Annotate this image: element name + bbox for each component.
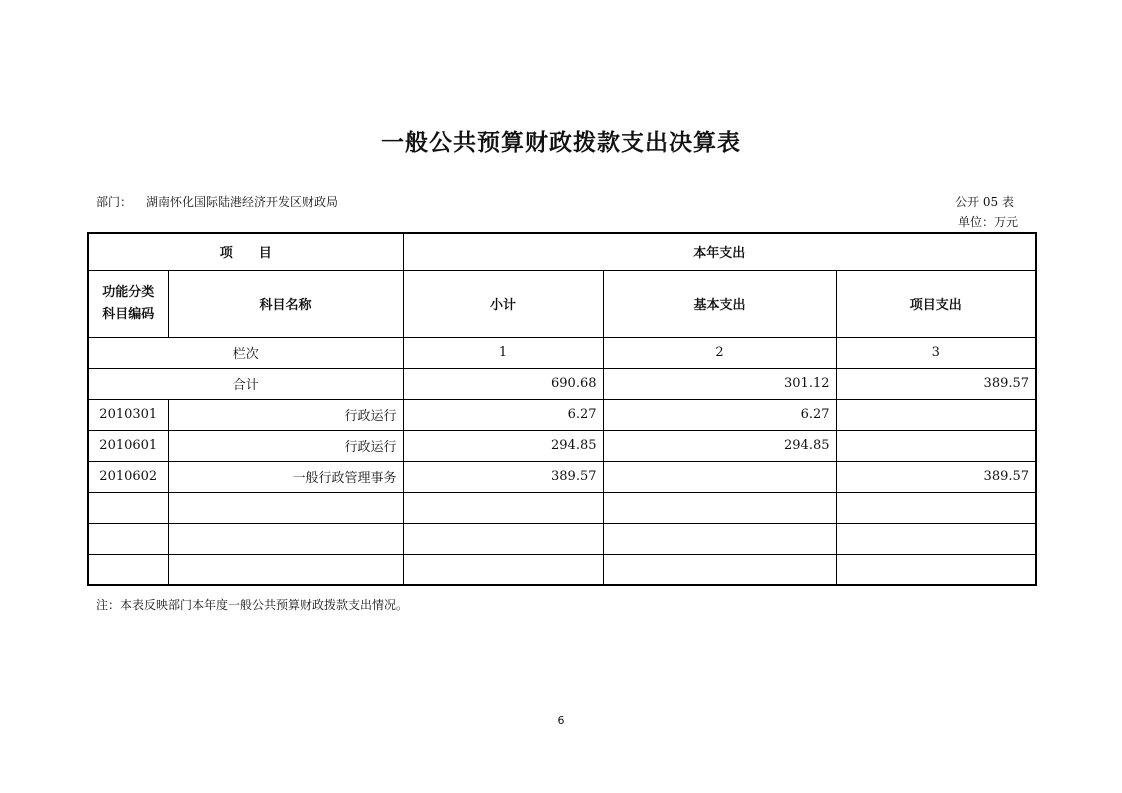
row-project: 389.57 (836, 461, 1036, 492)
row-name: 行政运行 (168, 399, 403, 430)
table-row (88, 461, 1036, 492)
footnote: 注：本表反映部门本年度一般公共预算财政拨款支出情况。 (96, 598, 409, 612)
empty-cell (403, 492, 603, 523)
row-name: 一般行政管理事务 (168, 461, 403, 492)
department-line (96, 193, 338, 210)
row-code: 2010301 (88, 399, 168, 430)
table-row (88, 399, 1036, 430)
empty-cell (403, 523, 603, 554)
empty-row (88, 554, 1036, 585)
department-name: 湖南怀化国际陆港经济开发区财政局 (146, 195, 339, 209)
total-basic: 301.12 (603, 368, 836, 399)
table-row (88, 430, 1036, 461)
column-number-3: 3 (836, 337, 1036, 368)
row-subtotal: 6.27 (403, 399, 603, 430)
header-name: 科目名称 (168, 270, 403, 337)
row-project (836, 399, 1036, 430)
header-current-year: 本年支出 (403, 233, 1036, 270)
row-basic (603, 461, 836, 492)
column-number-2: 2 (603, 337, 836, 368)
total-label: 合计 (88, 368, 403, 399)
empty-row (88, 523, 1036, 554)
header-basic: 基本支出 (603, 270, 836, 337)
total-row (88, 368, 1036, 399)
column-number-1: 1 (403, 337, 603, 368)
empty-cell (168, 523, 403, 554)
row-code: 2010601 (88, 430, 168, 461)
expenditure-table (87, 232, 1037, 586)
total-subtotal: 690.68 (403, 368, 603, 399)
empty-cell (168, 492, 403, 523)
header-subtotal: 小计 (403, 270, 603, 337)
empty-cell (603, 554, 836, 585)
header-project: 项目支出 (836, 270, 1036, 337)
table-number: 公开 05 表 (955, 195, 1014, 209)
header-row-1 (88, 233, 1036, 270)
row-basic: 6.27 (603, 399, 836, 430)
empty-cell (603, 492, 836, 523)
header-code: 功能分类 科目编码 (88, 270, 168, 337)
row-subtotal: 389.57 (403, 461, 603, 492)
empty-cell (88, 554, 168, 585)
column-row-label: 栏次 (88, 337, 403, 368)
empty-cell (168, 554, 403, 585)
empty-row (88, 492, 1036, 523)
row-basic: 294.85 (603, 430, 836, 461)
empty-cell (836, 492, 1036, 523)
row-code: 2010602 (88, 461, 168, 492)
row-name: 行政运行 (168, 430, 403, 461)
header-item: 项 目 (88, 233, 403, 270)
row-subtotal: 294.85 (403, 430, 603, 461)
unit-label: 单位：万元 (957, 215, 1018, 229)
page-number: 6 (557, 714, 565, 727)
empty-cell (88, 492, 168, 523)
column-number-row (88, 337, 1036, 368)
empty-cell (836, 523, 1036, 554)
department-label: 部门： (96, 195, 133, 209)
empty-cell (603, 523, 836, 554)
empty-cell (836, 554, 1036, 585)
total-project: 389.57 (836, 368, 1036, 399)
row-project (836, 430, 1036, 461)
page-title: 一般公共预算财政拨款支出决算表 (381, 130, 741, 156)
empty-cell (88, 523, 168, 554)
header-row-2 (88, 270, 1036, 337)
empty-cell (403, 554, 603, 585)
